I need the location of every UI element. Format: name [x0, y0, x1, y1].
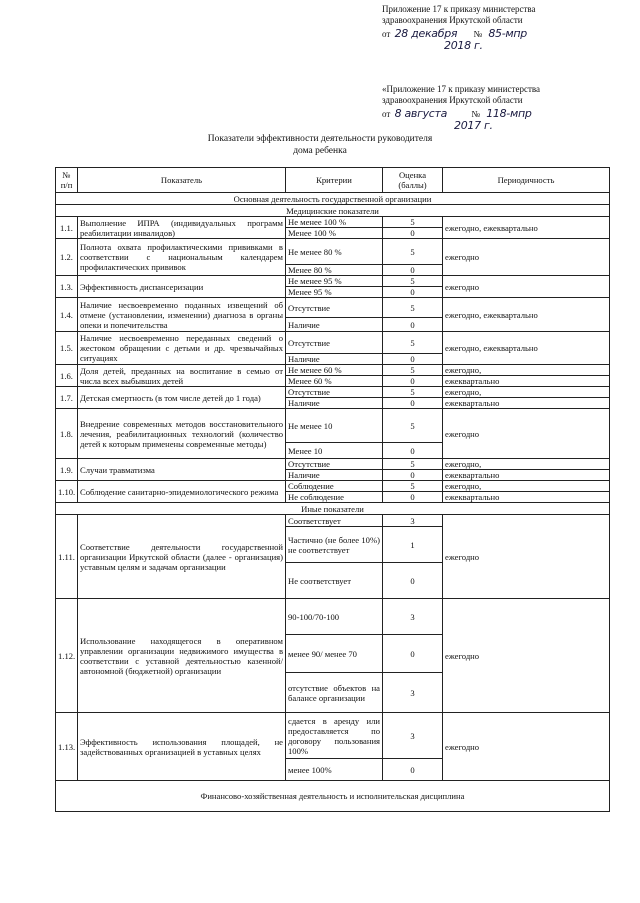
criteria-cell: Наличие: [286, 470, 383, 481]
period-cell: ежеквартально: [443, 492, 610, 503]
title-line: дома ребенка: [293, 146, 347, 156]
criteria-cell: Менее 100 %: [286, 228, 383, 239]
score-cell: 5: [383, 217, 443, 228]
date-prefix: от: [382, 109, 391, 119]
indicator-cell: Доля детей, преданных на воспитание в семью от числа всех выбывших детей: [78, 365, 286, 387]
number-prefix: №: [471, 109, 480, 119]
period-cell: ежегодно,: [443, 459, 610, 470]
criteria-cell: Отсутствие: [286, 387, 383, 398]
indicator-cell: Наличие несвоевременно переданных сведений о жестоком обращении с детьми и др. чрезвычайных ситуациях: [78, 332, 286, 365]
score-cell: 5: [383, 298, 443, 318]
header-line: здравоохранения Иркутской области: [382, 15, 523, 25]
table-row: [56, 217, 610, 228]
criteria-cell: менее 90/ менее 70: [286, 635, 383, 673]
period-cell: ежегодно, ежеквартально: [443, 298, 610, 332]
indicator-cell: Случаи травматизма: [78, 459, 286, 481]
period-cell: ежегодно: [443, 409, 610, 459]
col-header-num: № п/п: [56, 168, 78, 193]
criteria-cell: Отсутствие: [286, 298, 383, 318]
indicator-cell: Соблюдение санитарно-эпидемиологического режима: [78, 481, 286, 503]
col-header-period: Периодичность: [443, 168, 610, 193]
criteria-cell: Менее 60 %: [286, 376, 383, 387]
period-cell: ежеквартально: [443, 470, 610, 481]
handwritten-year: 2017 г.: [454, 119, 493, 132]
criteria-cell: Наличие: [286, 318, 383, 332]
col-header-indicator: Показатель: [78, 168, 286, 193]
indicator-cell: Эффективность диспансеризации: [78, 276, 286, 298]
handwritten-number: 85-мпр: [488, 27, 527, 40]
period-cell: ежегодно,: [443, 387, 610, 398]
score-cell: 0: [383, 287, 443, 298]
appendix-header-original: [382, 84, 622, 131]
score-cell: 5: [383, 481, 443, 492]
score-cell: 3: [383, 673, 443, 713]
table-row: [56, 239, 610, 265]
indicators-table: [55, 167, 610, 812]
score-cell: 0: [383, 635, 443, 673]
section-heading: Основная деятельность государственной организации: [56, 193, 610, 205]
table-row: [56, 365, 610, 376]
table-row: [56, 481, 610, 492]
period-cell: ежегодно, ежеквартально: [443, 332, 610, 365]
handwritten-date: 28 декабря: [394, 27, 458, 40]
indicator-cell: Детская смертность (в том числе детей до 1 года): [78, 387, 286, 409]
row-number: 1.11.: [56, 515, 78, 599]
criteria-cell: Соблюдение: [286, 481, 383, 492]
score-cell: 0: [383, 265, 443, 276]
score-cell: 5: [383, 409, 443, 443]
table-row: [56, 713, 610, 759]
table-row: [56, 599, 610, 635]
score-cell: 0: [383, 228, 443, 239]
row-number: 1.2.: [56, 239, 78, 276]
criteria-cell: Не менее 80 %: [286, 239, 383, 265]
criteria-cell: менее 100%: [286, 759, 383, 781]
criteria-cell: Не менее 95 %: [286, 276, 383, 287]
criteria-cell: Не соответствует: [286, 563, 383, 599]
criteria-cell: Частично (не более 10%) не соответствует: [286, 527, 383, 563]
score-cell: 5: [383, 276, 443, 287]
section-heading: Финансово-хозяйственная деятельность и исполнительская дисциплина: [56, 781, 610, 812]
indicator-cell: Выполнение ИПРА (индивидуальных программ реабилитации инвалидов): [78, 217, 286, 239]
indicator-cell: Эффективность использования площадей, не задействованных организацией в уставных целях: [78, 713, 286, 781]
score-cell: 0: [383, 492, 443, 503]
row-number: 1.10.: [56, 481, 78, 503]
criteria-cell: 90-100/70-100: [286, 599, 383, 635]
row-number: 1.3.: [56, 276, 78, 298]
criteria-cell: Не менее 60 %: [286, 365, 383, 376]
document-title: [0, 133, 640, 157]
indicator-cell: Использование находящегося в оперативном управлении организации недвижимого имущества в соответствии с уставной деятельностью казенной/ автономной (бюджетной) организации: [78, 599, 286, 713]
period-cell: ежегодно: [443, 599, 610, 713]
header-line: здравоохранения Иркутской области: [382, 95, 523, 105]
score-cell: 0: [383, 376, 443, 387]
score-cell: 5: [383, 365, 443, 376]
header-line: «Приложение 17 к приказу министерства: [382, 84, 541, 94]
period-cell: ежегодно,: [443, 481, 610, 492]
table-row: [56, 387, 610, 398]
table-row: [56, 298, 610, 318]
score-cell: 0: [383, 759, 443, 781]
indicator-cell: Полнота охвата профилактическими прививками в соответствии с национальным календарем профилактических прививок: [78, 239, 286, 276]
criteria-cell: Менее 10: [286, 443, 383, 459]
indicator-cell: Соответствие деятельности государственной организации Иркутской области (далее - организация) уставным целям и задачам организации: [78, 515, 286, 599]
score-cell: 5: [383, 387, 443, 398]
criteria-cell: Менее 80 %: [286, 265, 383, 276]
criteria-cell: Не соблюдение: [286, 492, 383, 503]
handwritten-year: 2018 г.: [444, 39, 483, 52]
criteria-cell: отсутствие объектов на балансе организации: [286, 673, 383, 713]
section-heading: Иные показатели: [56, 503, 610, 515]
title-line: Показатели эффективности деятельности руководителя: [207, 134, 433, 144]
score-cell: 0: [383, 443, 443, 459]
row-number: 1.5.: [56, 332, 78, 365]
table-row: [56, 332, 610, 354]
row-number: 1.12.: [56, 599, 78, 713]
row-number: 1.1.: [56, 217, 78, 239]
criteria-cell: Соответствует: [286, 515, 383, 527]
period-cell: ежеквартально: [443, 398, 610, 409]
score-cell: 3: [383, 599, 443, 635]
score-cell: 0: [383, 470, 443, 481]
score-cell: 5: [383, 459, 443, 470]
criteria-cell: Наличие: [286, 398, 383, 409]
number-prefix: №: [473, 29, 483, 39]
score-cell: 0: [383, 398, 443, 409]
score-cell: 3: [383, 515, 443, 527]
handwritten-number: 118-мпр: [486, 107, 532, 120]
table-header-row: [56, 168, 610, 193]
table-row: [56, 515, 610, 527]
appendix-header-current: [382, 4, 622, 51]
handwritten-date: 8 августа: [394, 107, 448, 120]
indicator-cell: Внедрение современных методов восстановительного лечения, реабилитационных технологий (количество детей к которым применены современные методы): [78, 409, 286, 459]
score-cell: 0: [383, 563, 443, 599]
row-number: 1.4.: [56, 298, 78, 332]
table-row: [56, 459, 610, 470]
criteria-cell: Наличие: [286, 354, 383, 365]
indicator-cell: Наличие несвоевременно поданных извещений об отмене (установлении, изменении) диагноза в органы опеки и попечительства: [78, 298, 286, 332]
row-number: 1.7.: [56, 387, 78, 409]
criteria-cell: Не менее 10: [286, 409, 383, 443]
period-cell: ежегодно,: [443, 365, 610, 376]
period-cell: ежеквартально: [443, 376, 610, 387]
section-heading: Медицинские показатели: [56, 205, 610, 217]
score-cell: 3: [383, 713, 443, 759]
header-line: Приложение 17 к приказу министерства: [382, 4, 536, 14]
criteria-cell: Не менее 100 %: [286, 217, 383, 228]
period-cell: ежегодно: [443, 276, 610, 298]
row-number: 1.9.: [56, 459, 78, 481]
col-header-score: Оценка (баллы): [383, 168, 443, 193]
criteria-cell: сдается в аренду или предоставляется по договору пользования 100%: [286, 713, 383, 759]
row-number: 1.13.: [56, 713, 78, 781]
score-cell: 0: [383, 354, 443, 365]
row-number: 1.6.: [56, 365, 78, 387]
period-cell: ежегодно: [443, 713, 610, 781]
date-prefix: от: [382, 29, 391, 39]
score-cell: 1: [383, 527, 443, 563]
period-cell: ежегодно, ежеквартально: [443, 217, 610, 239]
score-cell: 5: [383, 332, 443, 354]
criteria-cell: Отсутствие: [286, 332, 383, 354]
table-row: [56, 409, 610, 443]
criteria-cell: Менее 95 %: [286, 287, 383, 298]
table-row: [56, 276, 610, 287]
col-header-criteria: Критерии: [286, 168, 383, 193]
criteria-cell: Отсутствие: [286, 459, 383, 470]
score-cell: 5: [383, 239, 443, 265]
score-cell: 0: [383, 318, 443, 332]
period-cell: ежегодно: [443, 239, 610, 276]
row-number: 1.8.: [56, 409, 78, 459]
period-cell: ежегодно: [443, 515, 610, 599]
